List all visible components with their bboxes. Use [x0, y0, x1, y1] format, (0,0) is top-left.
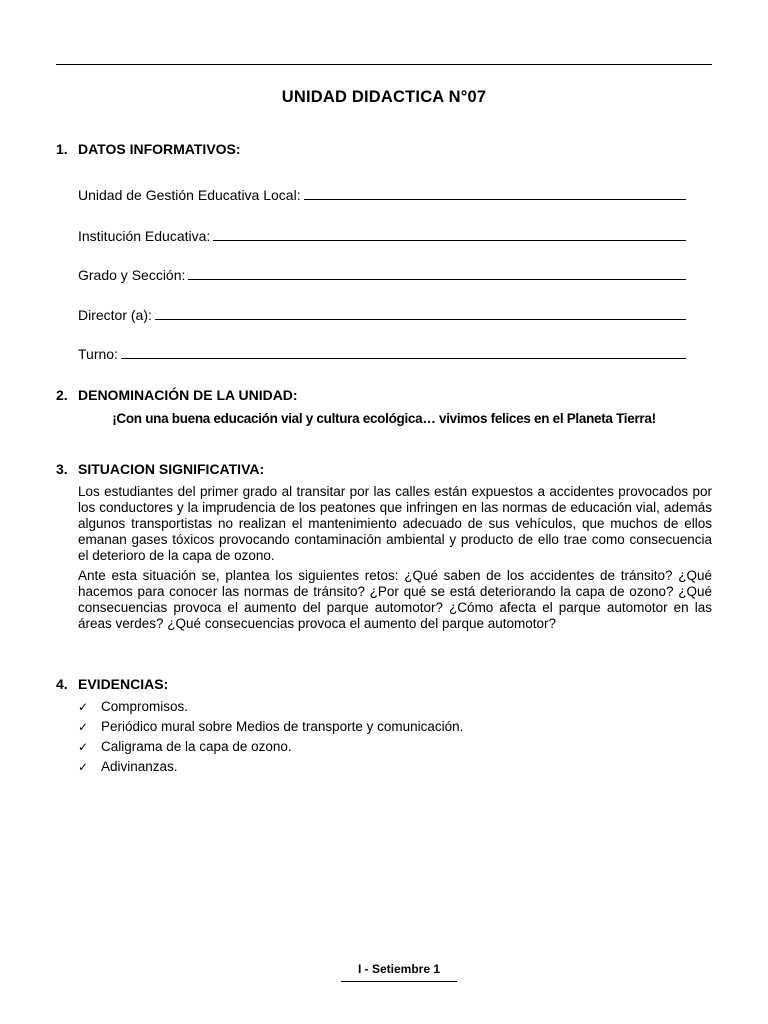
section-title: SITUACION SIGNIFICATIVA:	[78, 461, 265, 477]
checkmark-icon: ✓	[78, 700, 89, 714]
section-number: 2.	[56, 387, 68, 403]
field-label: Turno:	[78, 346, 118, 362]
field-label: Director (a):	[78, 307, 152, 323]
footer-rule	[341, 981, 457, 982]
evidence-text: Periódico mural sobre Medios de transporte y comunicación.	[101, 719, 464, 734]
field-label: Unidad de Gestión Educativa Local:	[78, 187, 301, 203]
blank-line	[304, 198, 686, 200]
field-grado-seccion	[78, 267, 686, 283]
evidence-text: Adivinanzas.	[101, 759, 178, 774]
section-4-heading	[56, 676, 168, 692]
section-1-heading	[56, 141, 241, 157]
field-director	[78, 307, 686, 323]
page-footer: I - Setiembre 1	[357, 962, 441, 976]
header-rule	[56, 64, 712, 65]
field-institucion	[78, 228, 686, 244]
evidence-item	[78, 719, 463, 734]
checkmark-icon: ✓	[78, 720, 89, 734]
document-title: UNIDAD DIDACTICA N°07	[281, 88, 487, 106]
situation-paragraph-1: Los estudiantes del primer grado al transitar por las calles están expuestos a accidentes provocados por los conductores y la imprudencia de los peatones que infringen en las normas de educación vial, además algunos transportistas no realizan el mantenimiento adecuado de sus vehículos, que muchos de ellos emanan gases tóxicos provocando contaminación ambiental y producto de ello trae como consecuencia el deterioro de la capa de ozono.	[78, 484, 712, 563]
section-title: DENOMINACIÓN DE LA UNIDAD:	[78, 387, 298, 403]
blank-line	[121, 357, 686, 359]
blank-line	[213, 239, 686, 241]
field-turno	[78, 346, 686, 362]
section-3-heading	[56, 461, 264, 477]
section-number: 3.	[56, 461, 68, 477]
checkmark-icon: ✓	[78, 740, 89, 754]
section-title: DATOS INFORMATIVOS:	[78, 141, 241, 157]
field-label: Grado y Sección:	[78, 267, 186, 283]
blank-line	[155, 318, 686, 320]
evidence-text: Compromisos.	[101, 699, 189, 714]
situation-paragraph-2: Ante esta situación se, plantea los siguientes retos: ¿Qué saben de los accidentes de tránsito? ¿Qué hacemos para conocer las normas de tránsito? ¿Por qué se está deteriorando la capa de ozono? ¿Qué consecuencias provoca el aumento del parque automotor? ¿Cómo afecta el parque automotor en las áreas verdes? ¿Qué consecuencias provoca el aumento del parque automotor?	[78, 568, 712, 631]
section-2-heading	[56, 387, 298, 403]
field-label: Institución Educativa:	[78, 228, 211, 244]
section-number: 4.	[56, 676, 68, 692]
evidence-item	[78, 739, 292, 754]
blank-line	[188, 278, 686, 280]
evidence-item	[78, 699, 188, 714]
checkmark-icon: ✓	[78, 760, 89, 774]
unit-name: ¡Con una buena educación vial y cultura ecológica… vivimos felices en el Planeta Tierra!	[112, 411, 656, 426]
section-number: 1.	[56, 141, 68, 157]
evidence-item	[78, 759, 178, 774]
field-ugel	[78, 187, 686, 203]
section-title: EVIDENCIAS:	[78, 676, 169, 692]
evidence-text: Caligrama de la capa de ozono.	[101, 739, 292, 754]
